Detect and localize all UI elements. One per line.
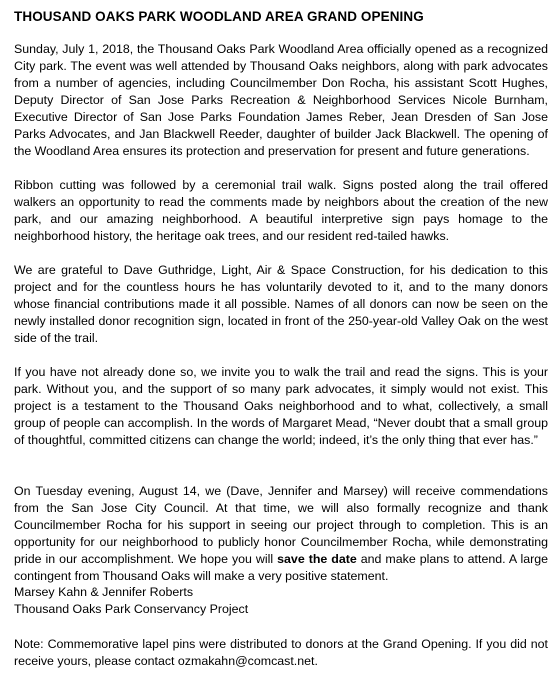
paragraph-ribbon-cutting: Ribbon cutting was followed by a ceremonial trail walk. Signs posted along the trail offered walkers an opportunity to read the comments made by neighbors about the creation of the new park, and our amazing neighborhood. A beautiful interpretive sign pays homage to the neighborhood history, the heritage oak trees, and our resident red-tailed hawks. <box>14 178 548 243</box>
paragraph-gratitude: We are grateful to Dave Guthridge, Light, Air & Space Construction, for his dedication to this project and for the countless hours he has voluntarily devoted to it, and to the many donors whose financial contributions made it all possible. Names of all donors can now be seen on the newly installed donor recognition sign, located in front of the 250-year-old Valley Oak on the west side of the trail. <box>14 263 548 345</box>
signature-organization: Thousand Oaks Park Conservancy Project <box>14 602 249 616</box>
save-the-date-text: save the date <box>277 552 357 566</box>
note-paragraph: Note: Commemorative lapel pins were distributed to donors at the Grand Opening. If you did not receive yours, please contact ozmakahn@comcast.net. <box>14 637 548 668</box>
signature-names: Marsey Kahn & Jennifer Roberts <box>14 585 194 599</box>
paragraph-commendations-text-2: and make plans to attend. A large contingent from Thousand Oaks will make a very positive statement. <box>14 552 548 583</box>
paragraph-commendations-text-1: On Tuesday evening, August 14, we (Dave, Jennifer and Marsey) will receive commendations from the San Jose City Council. At that time, we will also formally recognize and thank Councilmember Rocha for his support in seeing our project through to completion. This is an opportunity for our neighborhood to publicly honor Councilmember Rocha, while demonstrating pride in our accomplishment. We hope you will <box>14 484 548 566</box>
signature-block <box>14 584 548 618</box>
paragraph-commendations <box>14 483 548 585</box>
paragraph-opening: Sunday, July 1, 2018, the Thousand Oaks Park Woodland Area officially opened as a recognized City park. The event was well attended by Thousand Oaks neighbors, along with park advocates from a number of agencies, including Councilmember Don Rocha, his assistant Scott Hughes, Deputy Director of San Jose Parks Recreation & Neighborhood Services Nicole Burnham, Executive Director of San Jose Parks Foundation James Reber, Jean Dresden of San Jose Parks Advocates, and Jan Blackwell Reeder, daughter of builder Jack Blackwell. The opening of the Woodland Area ensures its protection and preservation for present and future generations. <box>14 42 548 158</box>
document-title: THOUSAND OAKS PARK WOODLAND AREA GRAND OPENING <box>14 9 424 24</box>
paragraph-invitation: If you have not already done so, we invite you to walk the trail and read the signs. This is your park. Without you, and the support of so many park advocates, it simply would not exist. This project is a testament to the Thousand Oaks neighborhood and to what, collectively, a small group of people can accomplish. In the words of Margaret Mead, “Never doubt that a small group of thoughtful, committed citizens can change the world; indeed, it’s the only thing that ever has.” <box>14 365 548 447</box>
